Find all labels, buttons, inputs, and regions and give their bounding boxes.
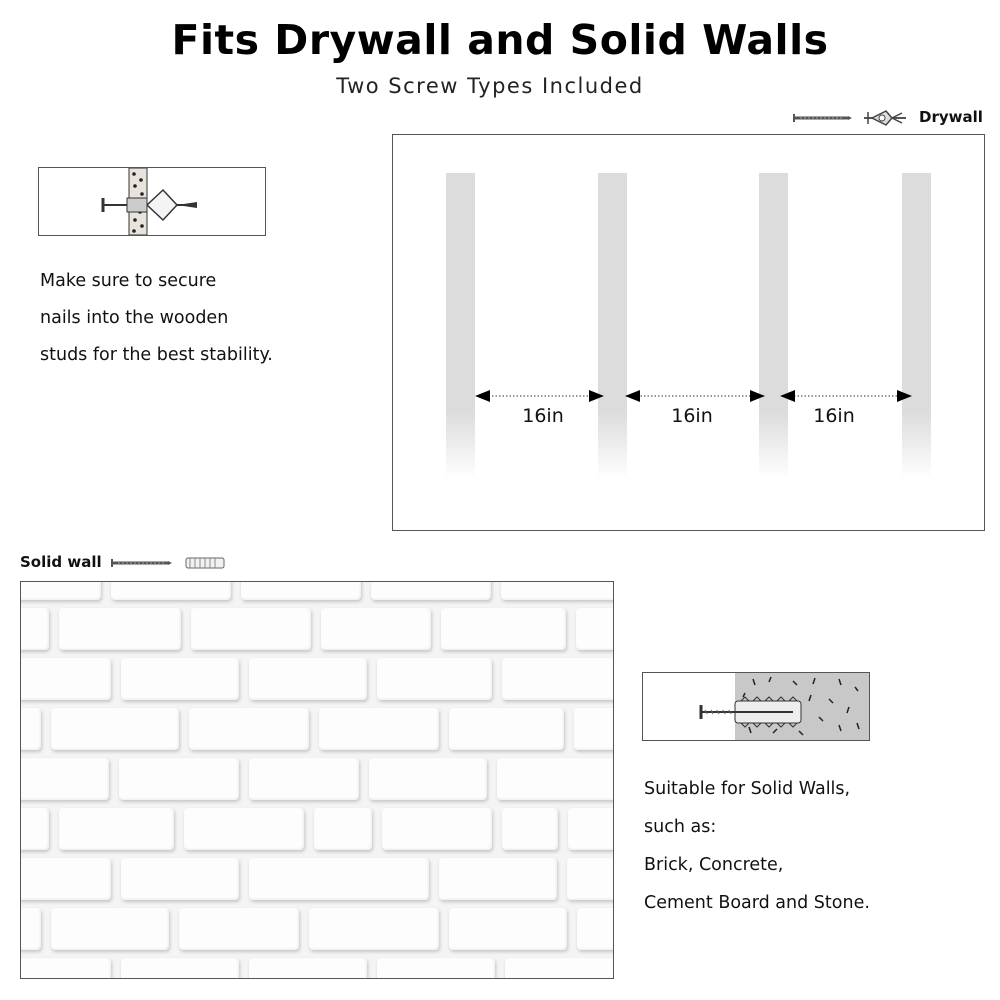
brick-row [21,908,614,958]
solid-wall-note-line: Cement Board and Stone. [644,893,870,913]
brick [441,608,566,650]
brick [369,758,487,800]
brick-row [21,758,614,808]
brick [20,658,111,700]
solid-wall-legend-label: Solid wall [20,553,102,571]
brick [184,808,304,850]
drywall-anchor-illustration [39,168,265,235]
solid-wall-note-line: Brick, Concrete, [644,855,784,875]
brick [449,708,564,750]
brick [20,858,111,900]
brick [377,658,492,700]
brick [20,808,49,850]
drywall-anchor-icon [862,108,912,128]
solid-wall-legend [20,553,260,573]
page-subtitle: Two Screw Types Included [336,74,644,98]
stud-spacing-diagram [392,134,985,531]
brick [59,808,174,850]
brick [501,581,614,600]
drywall-note-line: Make sure to secure [40,271,217,291]
brick [574,708,614,750]
solid-wall-anchor-diagram [642,672,870,741]
drywall-anchor-diagram [38,167,266,236]
arrow-left-icon [780,390,795,402]
brick-row [21,958,614,979]
brick-row [21,808,614,858]
brick-row [21,708,614,758]
arrow-left-icon [625,390,640,402]
drywall-legend [792,108,992,128]
brick [449,908,567,950]
brick [20,908,41,950]
brick [377,958,495,979]
arrow-right-icon [897,390,912,402]
solid-wall-anchor-illustration [643,673,869,740]
brick [249,658,367,700]
brick [577,908,614,950]
drywall-note [40,263,340,374]
brick-row [21,658,614,708]
solid-wall-note-line: Suitable for Solid Walls, [644,779,851,799]
brick [497,758,614,800]
brick [249,958,367,979]
brick [59,608,181,650]
brick [309,908,439,950]
brick-row [21,608,614,658]
brick [249,858,429,900]
drywall-legend-label: Drywall [919,108,983,126]
brick [20,708,41,750]
brick [314,808,372,850]
brick [439,858,557,900]
brick [502,808,558,850]
drywall-note-line: nails into the wooden [40,308,229,328]
brick [576,608,614,650]
brick [121,858,239,900]
brick [20,758,109,800]
wall-stud [902,173,931,479]
arrow-left-icon [475,390,490,402]
solid-wall-screw-icon [110,555,260,571]
brick [371,581,491,600]
brick [20,608,49,650]
brick [567,858,614,900]
solid-wall-note [644,770,944,922]
brick [249,758,359,800]
wall-stud [759,173,788,479]
solid-wall-note-line: such as: [644,817,717,837]
brick [121,958,239,979]
wall-stud [446,173,475,479]
spacing-label: 16in [671,405,713,427]
brick-row [21,581,614,608]
brick [319,708,439,750]
arrow-right-icon [589,390,604,402]
brick [119,758,239,800]
spacing-label: 16in [813,405,855,427]
brick [20,581,101,600]
wall-stud [598,173,627,479]
brick [51,708,179,750]
brick [20,958,111,979]
brick [241,581,361,600]
brick-wall-image [20,581,614,979]
drywall-note-line: studs for the best stability. [40,345,273,365]
brick [502,658,614,700]
brick [111,581,231,600]
spacing-label: 16in [522,405,564,427]
brick-row [21,858,614,908]
brick [382,808,492,850]
brick [505,958,614,979]
arrow-right-icon [750,390,765,402]
brick [568,808,614,850]
brick [189,708,309,750]
brick [121,658,239,700]
page-title: Fits Drywall and Solid Walls [171,16,829,64]
brick [51,908,169,950]
brick [179,908,299,950]
brick [321,608,431,650]
brick [191,608,311,650]
